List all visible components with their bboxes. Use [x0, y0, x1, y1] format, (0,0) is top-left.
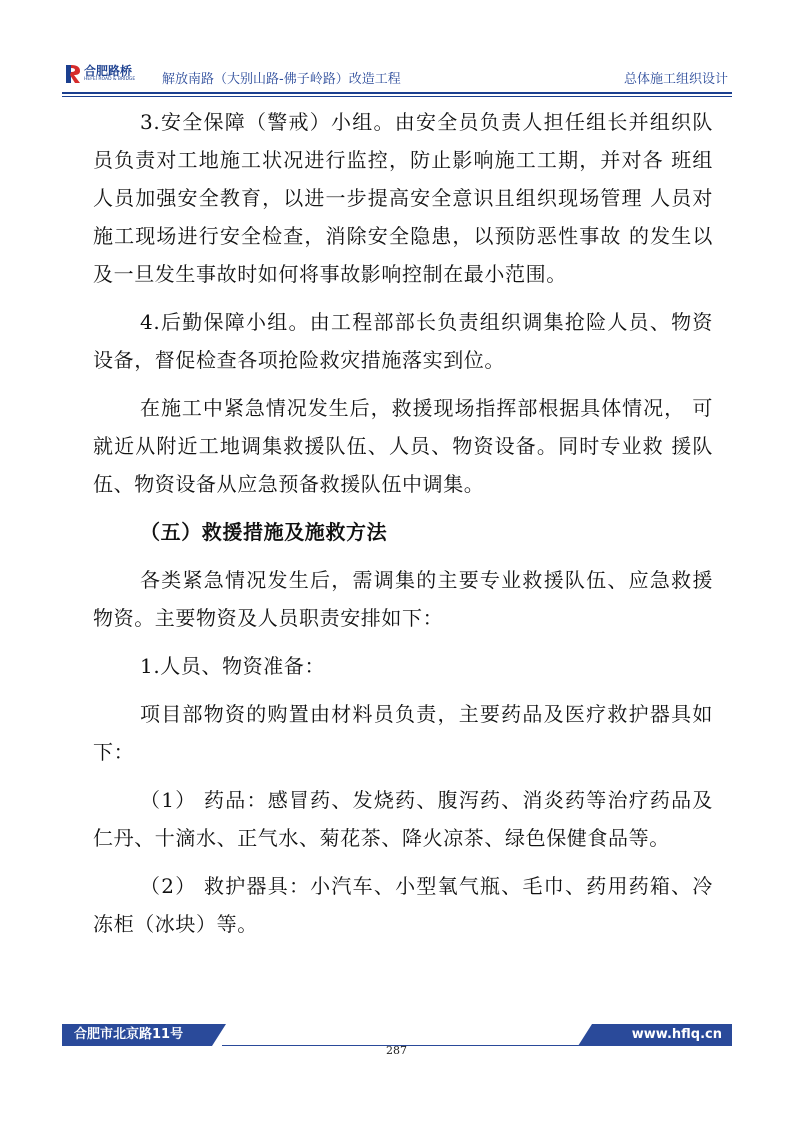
- logo-text: 合肥路桥: [84, 64, 133, 78]
- paragraph-equipment: （2） 救护器具：小汽车、小型氧气瓶、毛巾、药用药箱、冷冻柜（冰块）等。: [93, 874, 713, 936]
- page-header: [62, 60, 732, 90]
- paragraph-logistics-team: 4.后勤保障小组。由工程部部长负责组织调集抢险人员、物资设备，督促检查各项抢险救灾措施落实到位。: [93, 310, 713, 372]
- footer-website: www.hflq.cn: [592, 1024, 732, 1046]
- footer-address: 合肥市北京路11号: [62, 1024, 212, 1046]
- section-heading: （五）救援措施及施救方法: [140, 520, 388, 544]
- paragraph-medicines: （1） 药品：感冒药、发烧药、腹泻药、消炎药等治疗药品及仁丹、十滴水、正气水、菊花茶、降火凉茶、绿色保健食品等。: [93, 788, 713, 850]
- page-number: 287: [386, 1044, 407, 1057]
- paragraph-rescue-resources: 各类紧急情况发生后，需调集的主要专业救援队伍、应急救援物资。主要物资及人员职责安排如下：: [93, 568, 713, 630]
- document-title: 总体施工组织设计: [623, 72, 728, 87]
- header-divider-thin: [62, 96, 732, 97]
- document-body: [93, 103, 713, 953]
- paragraph-procurement: 项目部物资的购置由材料员负责，主要药品及医疗救护器具如下：: [93, 702, 713, 764]
- paragraph-emergency-dispatch: 在施工中紧急情况发生后，救援现场指挥部根据具体情况， 可就近从附近工地调集救援队伍、人员、物资设备。同时专业救 援队伍、物资设备从应急预备救援队伍中调集。: [93, 396, 713, 496]
- paragraph-safety-team: 3.安全保障（警戒）小组。由安全员负责人担任组长并组织队员负责对工地施工状况进行监控，防止影响施工工期，并对各 班组人员加强安全教育，以进一步提高安全意识且组织现场管理 人员对施工现场进行安全检查，消除安全隐患，以预防恶性事故 的发生以及一旦发生事故时如何将事故影响控制在最小范围。: [93, 110, 713, 286]
- logo-subtext: HEFEI ROAD & BRIDGE: [84, 77, 136, 82]
- paragraph-preparation: 1.人员、物资准备：: [140, 654, 326, 678]
- header-divider: [62, 92, 732, 94]
- logo-mark-icon: [64, 63, 82, 85]
- company-logo: [62, 60, 154, 88]
- project-title: 解放南路（大别山路-佛子岭路）改造工程: [162, 72, 401, 87]
